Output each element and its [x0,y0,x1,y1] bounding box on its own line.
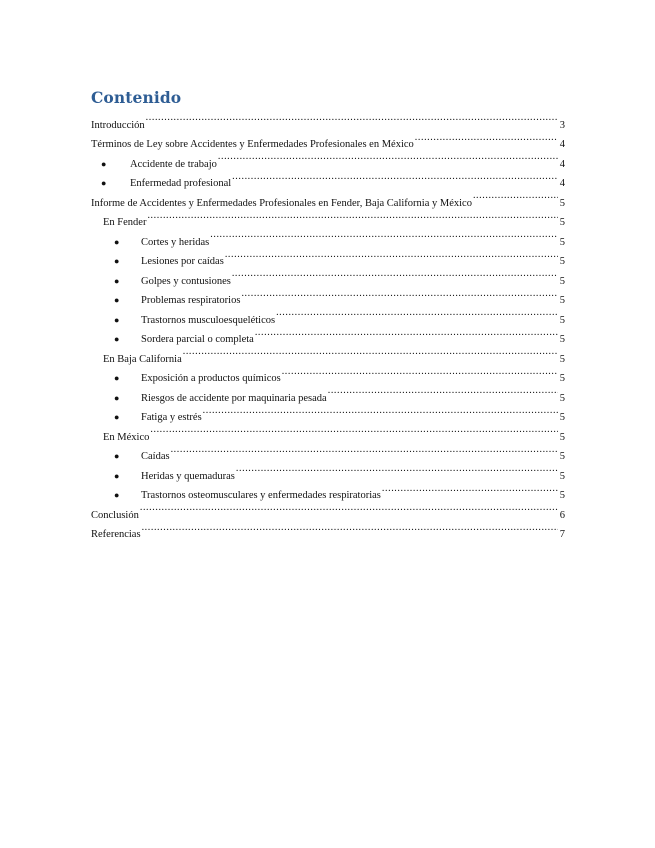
toc-entry-label: Cortes y heridas [141,236,210,248]
bullet-icon: ● [114,256,120,266]
toc-entry-referencias[interactable] [91,518,565,538]
toc-page-number: 6 [559,509,565,521]
toc-entry-label: Enfermedad profesional [130,178,232,189]
toc-entry-label: En México [103,431,150,443]
toc-entry-en-mexico[interactable] [91,420,565,443]
toc-entry-label: Términos de Ley sobre Accidentes y Enfermedades Profesionales en México [91,139,414,150]
dot-leader [282,362,558,382]
toc-page-number: 5 [559,490,565,501]
bullet-icon: ● [114,412,120,422]
toc-page-number: 5 [559,275,565,287]
toc-entry-label: Introducción [91,119,145,131]
toc-page-number: 5 [559,412,565,423]
toc-page-number: 5 [559,334,565,345]
toc-entry-label: Trastornos musculoesqueléticos [141,314,276,326]
dot-leader [225,245,558,265]
table-of-contents [91,108,565,540]
toc-entry-label: En Fender [103,217,147,228]
bullet-icon: ● [114,451,120,461]
dot-leader [232,167,558,187]
dot-leader [473,186,558,206]
toc-entry-en-fender[interactable] [91,206,565,226]
dot-leader [255,323,558,343]
toc-entry-label: Caídas [141,451,170,462]
toc-page-number: 5 [559,353,565,365]
toc-page-number: 5 [559,314,565,326]
toc-entry-label: Exposición a productos químicos [141,373,281,384]
toc-entry-label: Lesiones por caídas [141,256,224,267]
toc-page-number: 4 [559,178,565,189]
bullet-icon: ● [114,373,120,383]
toc-page-number: 3 [559,119,565,131]
toc-entry-conclusion[interactable] [91,498,565,521]
dot-leader [150,420,558,440]
toc-entry-label: Informe de Accidentes y Enfermedades Profesionales en Fender, Baja California y México [91,197,472,209]
dot-leader [171,440,558,460]
bullet-icon: ● [114,314,120,325]
bullet-icon: ● [114,334,120,344]
bullet-icon: ● [114,490,120,500]
toc-page-number: 5 [559,451,565,462]
toc-page-number: 4 [559,139,565,150]
toc-entry-label: Golpes y contusiones [141,275,231,287]
toc-page-number: 5 [559,295,565,306]
bullet-icon: ● [101,178,107,188]
toc-entry-introduccion[interactable] [91,108,565,131]
toc-page-number: 5 [559,256,565,267]
bullet-icon: ● [114,470,120,481]
dot-leader [146,108,558,128]
toc-page-number: 4 [559,158,565,170]
toc-page-number: 5 [559,431,565,443]
toc-entry-cortes-y-heridas[interactable] [91,225,565,248]
dot-leader [203,401,558,421]
toc-entry-label: Sordera parcial o completa [141,334,254,345]
dot-leader [415,128,558,148]
bullet-icon: ● [114,295,120,305]
dot-leader [147,206,558,226]
toc-page-number: 5 [559,197,565,209]
bullet-icon: ● [114,236,120,247]
toc-page-number: 5 [559,373,565,384]
dot-leader [241,284,558,304]
bullet-icon: ● [114,392,120,403]
toc-page-number: 5 [559,392,565,404]
toc-entry-caidas[interactable] [91,440,565,460]
dot-leader [232,264,558,284]
toc-page-number: 7 [559,529,565,540]
toc-entry-label: En Baja California [103,353,182,365]
dot-leader [236,459,558,479]
toc-page-number: 5 [559,470,565,482]
toc-entry-label: Fatiga y estrés [141,412,202,423]
toc-title: Contenido [91,88,182,107]
toc-page-number: 5 [559,236,565,248]
toc-entry-label: Referencias [91,529,141,540]
toc-entry-label: Heridas y quemaduras [141,470,235,482]
toc-page-number: 5 [559,217,565,228]
dot-leader [140,498,558,518]
dot-leader [328,381,558,401]
toc-entry-label: Accidente de trabajo [130,158,217,170]
dot-leader [142,518,558,538]
toc-entry-terminos-de-ley[interactable] [91,128,565,148]
toc-entry-label: Trastornos osteomusculares y enfermedades respiratorias [141,490,381,501]
bullet-icon: ● [101,158,107,169]
dot-leader [382,479,558,499]
toc-entry-label: Conclusión [91,509,139,521]
dot-leader [276,303,558,323]
dot-leader [183,342,558,362]
toc-entry-label: Riesgos de accidente por maquinaria pesada [141,392,327,404]
dot-leader [218,147,558,167]
dot-leader [210,225,558,245]
toc-entry-label: Problemas respiratorios [141,295,241,306]
bullet-icon: ● [114,275,120,286]
